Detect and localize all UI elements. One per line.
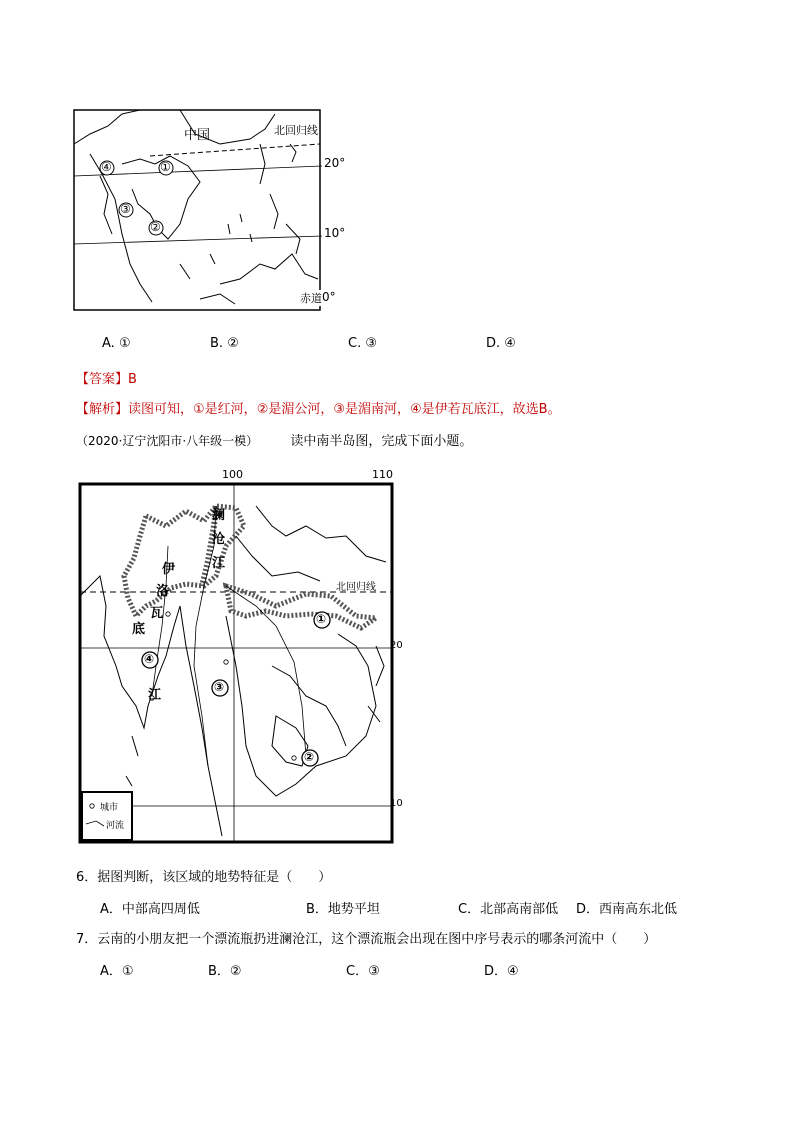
q7-option-c[interactable] xyxy=(346,960,380,979)
option-text: ② xyxy=(227,336,239,351)
source-instruction: 读中南半岛图，完成下面小题。 xyxy=(290,434,473,449)
map2-lat-20: 20 xyxy=(390,640,403,651)
option-text: 北部高南部低 xyxy=(480,902,559,917)
analysis-label: 【解析】 xyxy=(76,402,129,417)
option-text: ③ xyxy=(368,964,380,979)
analysis-lead: 读图可知， xyxy=(128,402,194,417)
q6-stem: 6．据图判断，该区域的地势特征是（ ） xyxy=(76,870,332,885)
map1-marker-1: ① xyxy=(160,160,171,174)
q6-option-d[interactable] xyxy=(576,898,677,917)
map2-irrawaddy-1: 伊 xyxy=(162,562,176,577)
q7-option-a[interactable] xyxy=(100,960,134,979)
analysis-item-4: ④是伊若瓦底江， xyxy=(410,402,513,417)
option-letter: B. xyxy=(210,336,224,351)
source-line xyxy=(76,430,472,449)
analysis-item-2: ②是湄公河， xyxy=(256,402,334,417)
option-text: ① xyxy=(121,964,134,979)
option-text: 中部高四周低 xyxy=(121,902,200,917)
map2-irrawaddy-3: 瓦 xyxy=(150,606,164,621)
map1-marker-3: ③ xyxy=(120,202,131,216)
map1-tropic-label: 北回归线 xyxy=(274,124,318,137)
prev-option-d[interactable] xyxy=(486,336,516,351)
option-text: 西南高东北低 xyxy=(599,902,678,917)
map2-lon-100: 100 xyxy=(222,468,243,481)
option-text: ③ xyxy=(365,336,378,351)
option-text: ② xyxy=(229,964,242,979)
map2-figure xyxy=(76,466,406,848)
map2-marker-1: ① xyxy=(316,612,327,626)
q6-option-b[interactable] xyxy=(306,898,380,917)
answer-label: 【答案】 xyxy=(76,372,129,387)
map2-legend-city: 城市 xyxy=(100,803,119,813)
map1-equator-label: 赤道 xyxy=(300,292,322,305)
q7-stem: 7．云南的小朋友把一个漂流瓶扔进澜沧江，这个漂流瓶会出现在图中序号表示的哪条河流中（ ） xyxy=(76,932,657,947)
option-letter: A． xyxy=(100,902,122,917)
q7-option-d[interactable] xyxy=(484,960,519,979)
answer-line xyxy=(76,368,137,387)
option-letter: B． xyxy=(306,902,328,917)
map1-marker-4: ④ xyxy=(101,160,112,174)
map2-lancang-3: 江 xyxy=(212,556,226,571)
map2-marker-4: ④ xyxy=(144,652,155,666)
q6-option-c[interactable] xyxy=(458,898,558,917)
option-letter: D. xyxy=(486,336,501,351)
map2-marker-2: ② xyxy=(304,750,315,764)
map1-marker-2: ② xyxy=(150,220,161,234)
map2-lat-10: 10 xyxy=(390,798,403,809)
map1-lat-10: 10° xyxy=(324,226,346,240)
source-origin: （2020·辽宁沈阳市·八年级一模） xyxy=(76,434,259,448)
answer-value: B xyxy=(128,372,137,387)
option-text: ① xyxy=(118,336,131,351)
option-text: 地势平坦 xyxy=(327,902,380,917)
option-letter: A． xyxy=(100,964,122,979)
option-letter: A. xyxy=(102,336,115,351)
map2-lon-110: 110 xyxy=(372,468,393,481)
option-letter: D． xyxy=(484,964,508,979)
q6-option-a[interactable] xyxy=(100,898,200,917)
prev-option-b[interactable] xyxy=(210,336,239,351)
map2-irrawaddy-5: 江 xyxy=(148,688,162,703)
option-letter: C． xyxy=(458,902,481,917)
map2-marker-3: ③ xyxy=(214,680,225,694)
q7-option-b[interactable] xyxy=(208,960,242,979)
map2-legend-river: 河流 xyxy=(106,821,125,831)
analysis-line xyxy=(76,398,561,417)
map1-country-label: 中国 xyxy=(184,128,211,143)
analysis-end: 故选B。 xyxy=(512,402,561,417)
option-letter: D． xyxy=(576,902,600,917)
prev-option-c[interactable] xyxy=(348,336,377,351)
map2-irrawaddy-2: 洛 xyxy=(156,584,170,599)
map2-svg xyxy=(76,466,406,848)
map1-lat-0: 0° xyxy=(322,290,336,304)
option-letter: B． xyxy=(208,964,230,979)
map2-lancang-1: 澜 xyxy=(212,508,226,523)
map2-irrawaddy-4: 底 xyxy=(132,622,146,637)
option-text: ④ xyxy=(507,964,519,979)
option-letter: C． xyxy=(346,964,369,979)
option-letter: C. xyxy=(348,336,362,351)
map1-lat-20: 20° xyxy=(324,156,346,170)
map1-figure xyxy=(60,104,360,316)
analysis-item-3: ③是湄南河， xyxy=(333,402,410,417)
option-text: ④ xyxy=(504,336,516,351)
map2-tropic-label: 北回归线 xyxy=(336,582,376,593)
prev-option-a[interactable] xyxy=(102,336,131,351)
analysis-item-1: ①是红河， xyxy=(193,402,257,417)
map2-lancang-2: 沧 xyxy=(212,532,226,547)
